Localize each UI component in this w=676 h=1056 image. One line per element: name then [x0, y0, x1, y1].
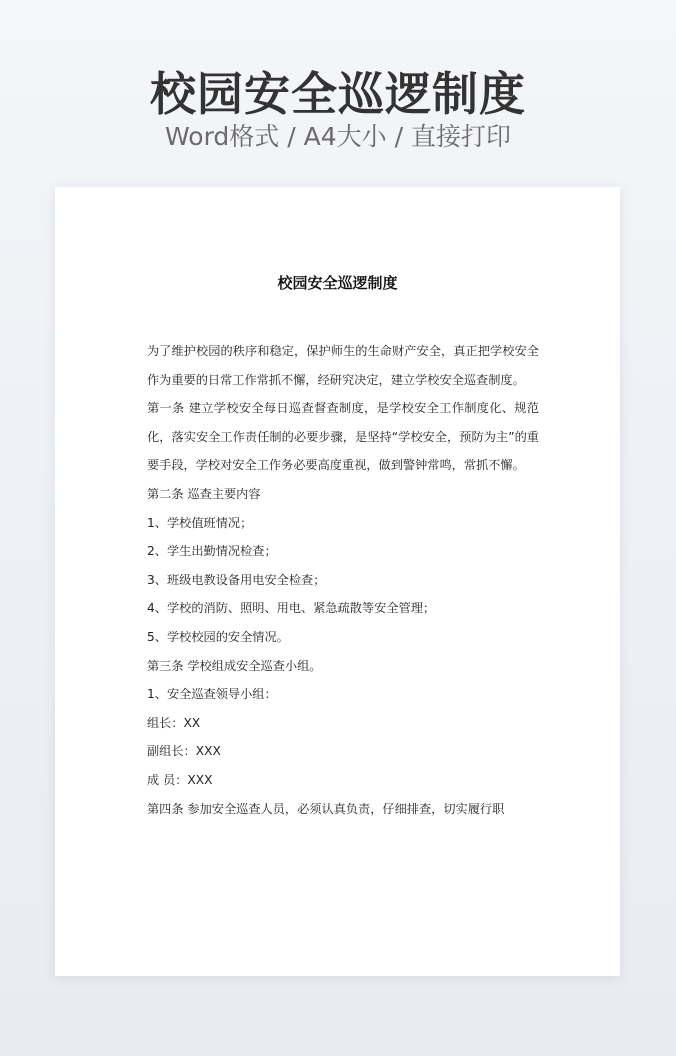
team-members-line: 成 员：XXX — [147, 772, 213, 787]
list-item: 1、学校值班情况； — [147, 515, 253, 530]
team-deputy-line: 副组长：XXX — [147, 744, 221, 759]
paragraph-article-3-heading: 第三条 学校组成安全巡查小组。 — [147, 658, 322, 673]
banner-subtitle: Word格式 / A4大小 / 直接打印 — [165, 122, 511, 151]
document-page — [55, 187, 620, 976]
list-item: 2、学生出勤情况检查； — [147, 544, 277, 559]
list-item: 4、学校的消防、照明、用电、紧急疏散等安全管理； — [147, 601, 436, 616]
document-body — [147, 337, 539, 823]
list-item: 3、班级电教设备用电安全检查； — [147, 572, 326, 587]
banner-title: 校园安全巡逻制度 — [150, 67, 526, 121]
paragraph-article-1: 第一条 建立学校安全每日巡查督查制度，是学校安全工作制度化、规范化，落实安全工作责任制的必要步骤，是坚持“学校安全，预防为主”的重要手段，学校对安全工作务必要高度重视，做到警钟常鸣，常抓不懈。 — [147, 401, 539, 473]
list-item: 5、学校校园的安全情况。 — [147, 629, 289, 644]
list-item: 1、安全巡查领导小组： — [147, 687, 277, 702]
paragraph-intro: 为了维护校园的秩序和稳定，保护师生的生命财产安全，真正把学校安全作为重要的日常工作常抓不懈，经研究决定，建立学校安全巡查制度。 — [147, 344, 539, 387]
paragraph-article-2-heading: 第二条 巡查主要内容 — [147, 486, 261, 501]
team-leader-line: 组长：XX — [147, 715, 201, 730]
document-title: 校园安全巡逻制度 — [277, 274, 398, 292]
paragraph-article-4: 第四条 参加安全巡查人员，必须认真负责，仔细排查，切实履行职 — [147, 801, 505, 816]
